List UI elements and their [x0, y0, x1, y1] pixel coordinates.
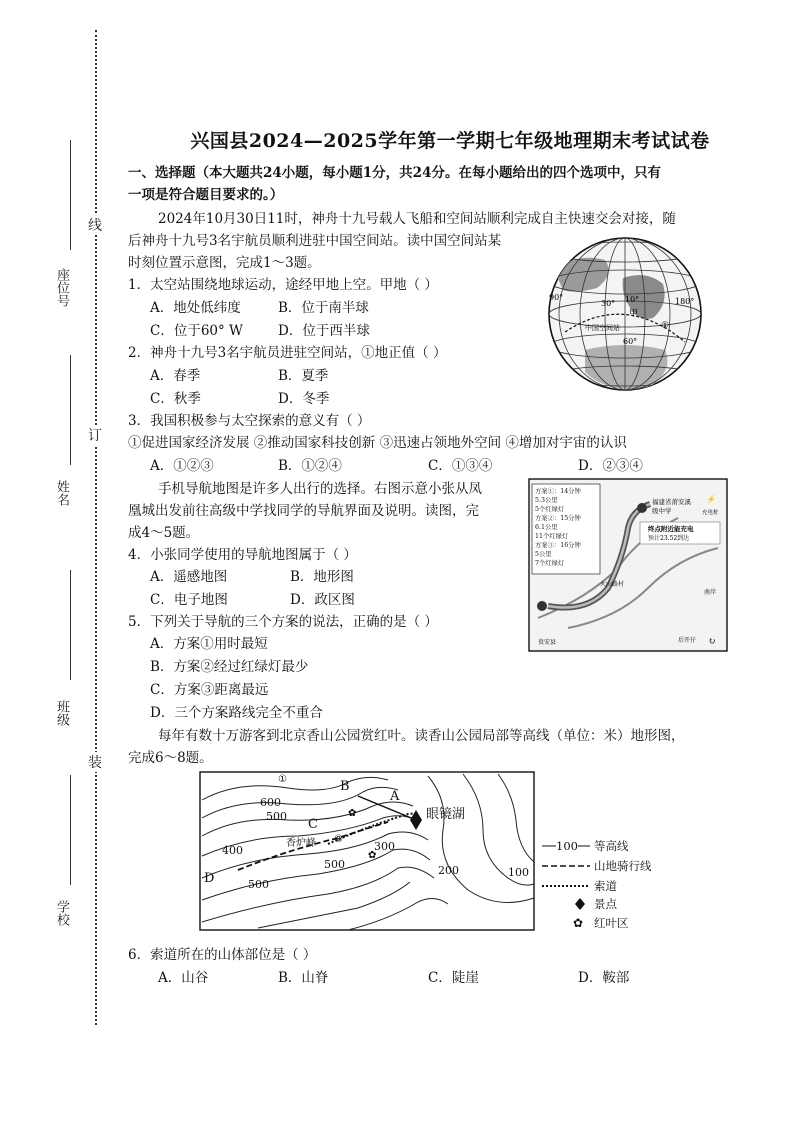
nav-plan-line-9: 7个红绿灯 [535, 560, 565, 567]
intro3-line2: 完成6～8题。 [128, 750, 213, 766]
q5-stem: 5．下列关于导航的三个方案的说法，正确的是（ ） [128, 614, 438, 630]
nav-place-bottom: 后开仔 [678, 637, 697, 644]
nav-plan-line-7: 方案③：16分钟 [535, 542, 581, 549]
intro2-line1: 手机导航地图是许多人出行的选择。右图示意小张从凤 [158, 481, 482, 497]
space-station-globe-figure [545, 232, 705, 402]
legend-contour: 等高线 [594, 839, 629, 853]
nav-plan-line-2: 5.3公里 [535, 497, 558, 504]
intro2-line3: 成4～5题。 [128, 525, 200, 541]
contour-400: 400 [222, 844, 243, 857]
nav-plan-line-3: 5个红绿灯 [535, 506, 565, 513]
q2-option-c[interactable]: C．秋季 [150, 391, 201, 407]
q1-option-b[interactable]: B．位于南半球 [278, 300, 369, 316]
contour-label-a: A [390, 789, 400, 804]
class-label: 班级 [54, 700, 69, 726]
q4-option-c[interactable]: C．电子地图 [150, 592, 228, 608]
globe-lon-right: 180° [675, 297, 695, 306]
nav-plan-line-5: 6.1公里 [535, 524, 558, 531]
q2-stem: 2．神舟十九号3名宇航员进驻空间站，①地正值（ ） [128, 345, 447, 361]
refresh-icon[interactable]: ↻ [708, 637, 716, 647]
nav-road1: 火山路村 [600, 581, 625, 588]
contour-100: 100 [508, 866, 529, 879]
intro1-line3: 时刻位置示意图，完成1～3题。 [128, 255, 321, 271]
q3-items: ①促进国家经济发展 ②推动国家科技创新 ③迅速占领地外空间 ④增加对宇宙的认识 [128, 435, 627, 451]
destination-marker-icon [637, 503, 647, 513]
globe-jia: 甲 [629, 309, 639, 319]
q3-option-c[interactable]: C．①③④ [428, 458, 493, 474]
bind-char-line: 线 [88, 215, 102, 235]
q6-stem: 6．索道所在的山体部位是（ ） [128, 947, 317, 963]
seat-number-label: 座位号 [54, 268, 69, 307]
contour-p2: ② [334, 834, 343, 845]
section1-line2: 一项是符合题目要求的。） [128, 187, 284, 203]
contour-p1: ① [278, 774, 287, 785]
legend-trail: 山地骑行线 [594, 859, 652, 873]
intro1-line2: 后神舟十九号3名宇航员顺利进驻中国空间站。读中国空间站某 [128, 233, 502, 249]
contour-label-b: B [340, 779, 350, 794]
q4-stem: 4．小张同学使用的导航地图属于（ ） [128, 547, 357, 563]
contour-500b: 500 [248, 878, 269, 891]
q4-option-a[interactable]: A．遥感地图 [150, 569, 228, 585]
q3-option-a[interactable]: A．①②③ [150, 458, 214, 474]
q1-option-d[interactable]: D．位于西半球 [278, 323, 370, 339]
q4-option-d[interactable]: D．政区图 [290, 592, 355, 608]
nav-end2: 预计23.52到达 [648, 535, 690, 542]
q3-stem: 3．我国积极参与太空探索的意义有（ ） [128, 413, 371, 429]
section1-line1: 一、选择题（本大题共24小题，每小题1分，共24分。在每小题给出的四个选项中，只有 [128, 165, 661, 181]
q1-stem: 1．太空站围绕地球运动，途经甲地上空。甲地（ ） [128, 277, 438, 293]
binding-dotted-line [95, 30, 97, 1025]
q3-option-d[interactable]: D．②③④ [578, 458, 643, 474]
school-label: 学校 [54, 900, 69, 926]
nav-plan-line-6: 11个红绿灯 [535, 533, 569, 540]
legend-leaf: 红叶区 [594, 916, 629, 930]
contour-500c: 500 [324, 858, 345, 871]
exam-title: 兴国县2024—2025学年第一学期七年级地理期末考试试卷 [190, 130, 710, 152]
seat-number-blank[interactable] [70, 140, 71, 250]
nav-plan-line-8: 5公里 [535, 551, 552, 558]
q6-option-d[interactable]: D．鞍部 [578, 970, 630, 986]
globe-lon-left: 90° [549, 293, 564, 302]
globe-lat-bottom: 60° [623, 337, 638, 346]
school-blank[interactable] [70, 775, 71, 885]
q1-option-c[interactable]: C．位于60° W [150, 323, 243, 339]
contour-label-d: D [204, 871, 215, 886]
legend-spot-icon [575, 898, 585, 910]
q6-option-c[interactable]: C．陡崖 [428, 970, 479, 986]
legend-leaf-icon: ✿ [573, 916, 584, 930]
nav-dest2: 级中学 [652, 507, 672, 515]
nav-dest: 福建省莆安溪 [652, 498, 691, 506]
class-blank[interactable] [70, 570, 71, 680]
intro3-line1: 每年有数十万游客到北京香山公园赏红叶。读香山公园局部等高线（单位：米）地形图， [158, 728, 685, 744]
legend-spot: 景点 [594, 897, 617, 911]
globe-lon-mid: 10° [625, 295, 640, 304]
q5-option-d[interactable]: D．三个方案路线完全不重合 [150, 705, 323, 721]
q5-option-a[interactable]: A．方案①用时最短 [150, 636, 268, 652]
contour-label-c: C [308, 817, 318, 832]
intro2-line2: 凰城出发前往高级中学找同学的导航界面及说明。读图，完 [128, 503, 479, 519]
q3-option-b[interactable]: B．①②④ [278, 458, 342, 474]
q4-option-b[interactable]: B．地形图 [290, 569, 354, 585]
q6-option-a[interactable]: A．山谷 [158, 970, 209, 986]
contour-600: 600 [260, 796, 281, 809]
red-leaf-icon: ✿ [368, 850, 377, 861]
bind-char-bind: 装 [88, 752, 102, 772]
red-leaf-icon: ✿ [348, 808, 357, 819]
start-marker-icon [537, 601, 547, 611]
nav-plan-line-1: 方案①：14分钟 [535, 488, 581, 495]
contour-500a: 500 [266, 810, 287, 823]
q6-option-b[interactable]: B．山脊 [278, 970, 329, 986]
q2-option-d[interactable]: D．冬季 [278, 391, 330, 407]
xiangshan-contour-map [198, 770, 658, 934]
globe-point1: ① [661, 321, 670, 331]
legend-cable: 索道 [594, 879, 617, 893]
globe-lat-top: 30° [601, 299, 616, 308]
q1-option-a[interactable]: A．地处低纬度 [150, 300, 241, 316]
name-label: 姓名 [54, 480, 69, 506]
nav-end1: 终点附近能充电 [648, 525, 694, 533]
q5-option-b[interactable]: B．方案②经过红绿灯最少 [150, 659, 309, 675]
contour-300: 300 [374, 840, 395, 853]
nav-place-right: 南岸 [704, 589, 717, 596]
q2-option-b[interactable]: B．夏季 [278, 368, 329, 384]
intro1-line1: 2024年10月30日11时，神舟十九号载人飞船和空间站顺利完成自主快速交会对接，随 [158, 211, 676, 227]
q5-option-c[interactable]: C．方案③距离最远 [150, 682, 269, 698]
globe-station-label: 中国空间站 [585, 324, 620, 332]
bind-char-order: 订 [88, 425, 102, 445]
charging-icon: ⚡ [706, 495, 716, 504]
navigation-map-figure [528, 478, 728, 652]
contour-200: 200 [438, 864, 459, 877]
nav-plan-line-4: 方案②：15分钟 [535, 515, 581, 522]
nav-place-bl: 贵安县 [538, 639, 557, 646]
contour-peak: 香炉峰 [286, 838, 316, 849]
nav-charge-label: 充电桩 [702, 510, 719, 516]
name-blank[interactable] [70, 355, 71, 465]
legend-contour-value: 100 [556, 839, 578, 853]
q2-option-a[interactable]: A．春季 [150, 368, 201, 384]
contour-lake: 眼镜湖 [426, 807, 466, 822]
